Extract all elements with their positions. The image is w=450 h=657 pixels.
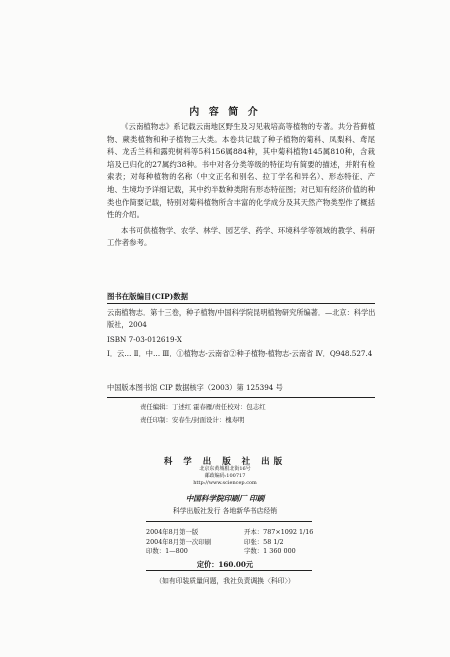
price: 定价：160.00元 [196, 560, 254, 569]
spec-row [146, 547, 346, 557]
edition: 2004年8月第一版 [146, 528, 199, 536]
print-run: 印数：1—800 [146, 547, 188, 555]
divider [146, 521, 312, 522]
page-title: 内 容 简 介 [189, 107, 261, 118]
summary-paragraph: 《云南植物志》系记载云南地区野生及习见栽培高等植物的专著。共分苔藓植物、蕨类植物和种子植物三大类。本卷共记载了种子植物的菊科、凤梨科、鸢尾科、龙舌兰科和露兜树科等5科156属884种，其中菊科植物145属810种，含栽培及已归化的27属约38种。书中对各分类等级的特征均有简要的描述，并附有检索表；对每种植物的名称（中文正名和别名、拉丁学名和异名）、形态特征、产地、生境均予详细记载，其中约半数种类附有形态特征图；对已知有经济价值的种类也作简要记载，特别对菊科植物所含丰富的化学成分及其天然产物类型作了概括性的介绍。 [107, 122, 375, 220]
printer-name: 中国科学院印刷厂 印刷 [185, 494, 265, 503]
cip-record-number: 中国版本图书馆 CIP 数据核字（2003）第 125394 号 [107, 383, 283, 392]
spec-row [146, 538, 346, 548]
printing: 2004年8月第一次印刷 [146, 537, 212, 546]
cip-heading: 图书在版编目(CIP)数据 [107, 292, 189, 301]
divider [146, 570, 312, 571]
cip-isbn: ISBN 7-03-012619-X [107, 335, 182, 344]
cip-citation: 云南植物志．第十三卷，种子植物/中国科学院昆明植物研究所编著．—北京：科学出版社，2004 [107, 308, 376, 329]
production-credits: 责任印制：安春生/封面设计：槐寿明 [140, 416, 245, 424]
word-count: 字数：1 360 000 [244, 547, 296, 555]
editor-credits: 责任编辑：丁述红 霍春雁/责任校对：包志红 [140, 403, 266, 411]
divider [107, 303, 375, 304]
divider [107, 397, 375, 398]
format: 开本：787×1092 1/16 [244, 528, 314, 536]
publisher-address: 北京东黄城根北街16号 [199, 466, 251, 472]
spec-row [146, 528, 346, 538]
cip-classification: Ⅰ．云… Ⅱ．中… Ⅲ．①植物志-云南省②种子植物-植物志-云南省 Ⅳ．Q948.527.4 [107, 349, 373, 358]
summary-paragraph: 本书可供植物学、农学、林学、园艺学、药学、环境科学等领域的教学、科研工作者参考。 [107, 225, 375, 248]
publisher-url: http://www.sciencep.com [193, 480, 257, 486]
print-specs [146, 528, 346, 557]
content-summary [107, 121, 375, 250]
publisher-name: 科 学 出 版 社 出版 [163, 457, 287, 467]
quality-note: （如有印装质量问题，我社负责调换〈科印〉） [155, 577, 295, 585]
distribution-info: 科学出版社发行 各地新华书店经销 [172, 507, 278, 515]
sheets: 印张：58 1/2 [244, 537, 284, 546]
postal-code: 邮政编码:100717 [204, 473, 246, 479]
